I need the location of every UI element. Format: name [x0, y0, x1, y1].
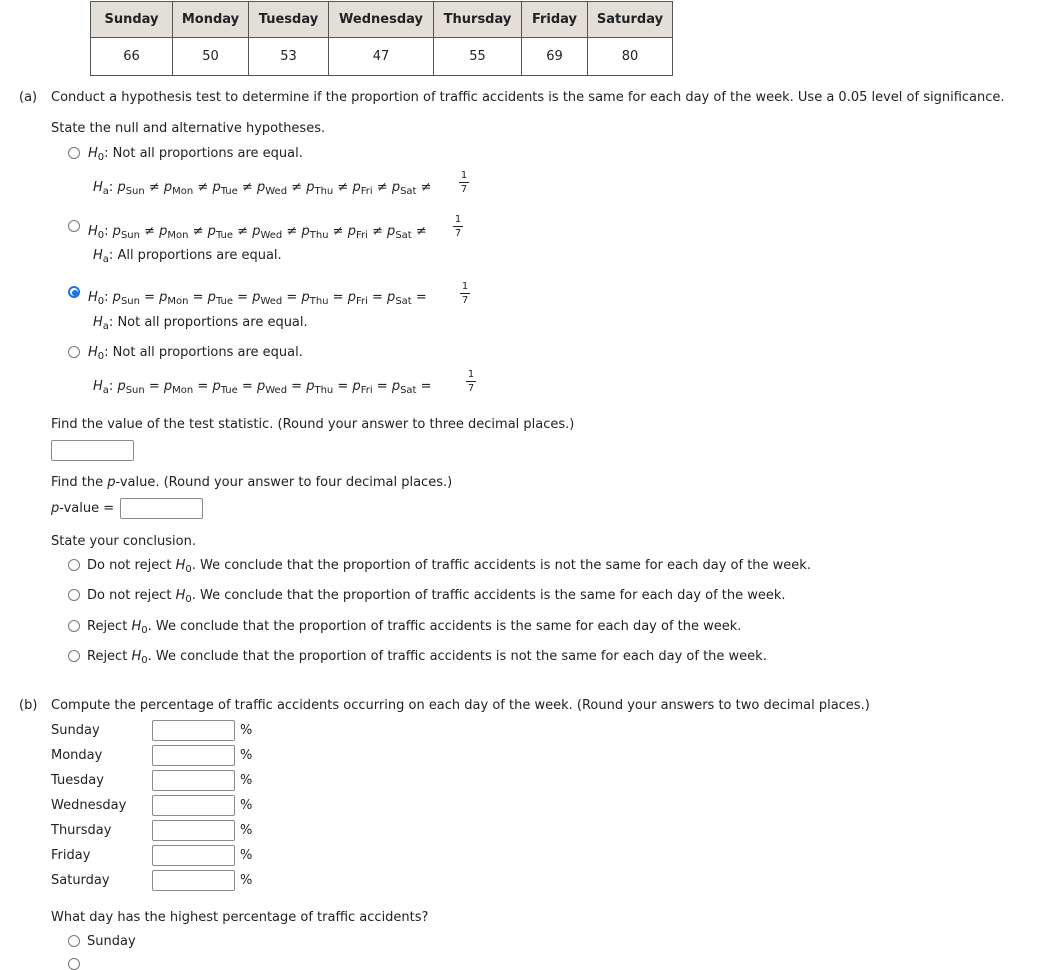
header-thursday: Thursday — [434, 2, 522, 38]
conclusion-prompt: State your conclusion. — [51, 534, 196, 549]
fraction-numerator: 1 — [467, 369, 475, 380]
pvalue-label — [51, 501, 114, 516]
conclusion-1-post: . We conclude that the proportion of traffic accidents is not the same for each day of the week. — [191, 558, 811, 573]
option-4-fraction — [466, 369, 476, 394]
option-1-h0-text: Not all proportions are equal. — [112, 146, 303, 161]
highest-option-sunday-radio[interactable] — [68, 935, 80, 947]
pvalue-label-rest: -value = — [59, 501, 115, 516]
pct-symbol-monday: % — [240, 748, 253, 763]
header-saturday: Saturday — [588, 2, 673, 38]
fraction-numerator: 1 — [460, 170, 468, 181]
highest-option-next-radio[interactable] — [68, 958, 80, 970]
conclusion-option-3-text: Reject $H_0$. We conclude that the proportion of traffic accidents is the same for each day of the week. — [87, 619, 742, 636]
pct-label-wednesday: Wednesday — [51, 798, 127, 813]
pct-symbol-sunday: % — [240, 723, 253, 738]
option-3-h0: $H_0$: $p_{Sun} = p_{Mon} = p_{Tue} = p_{Wed} = p_{Thu} = p_{Fri} = p_{Sat}$ = — [88, 290, 427, 307]
value-wednesday: 47 — [329, 38, 434, 76]
table-values-row — [91, 38, 673, 76]
fraction-denominator: 7 — [461, 295, 469, 306]
pvalue-input[interactable] — [120, 498, 203, 519]
option-2-ha-text: All proportions are equal. — [117, 248, 282, 263]
value-friday: 69 — [522, 38, 588, 76]
value-thursday: 55 — [434, 38, 522, 76]
test-statistic-prompt: Find the value of the test statistic. (Round your answer to three decimal places.) — [51, 417, 575, 432]
pct-input-monday[interactable] — [152, 745, 235, 766]
part-a-label: (a) — [19, 90, 38, 105]
pct-input-wednesday[interactable] — [152, 795, 235, 816]
conclusion-3-pre: Reject — [87, 619, 132, 634]
value-sunday: 66 — [91, 38, 173, 76]
hypothesis-option-3-radio[interactable] — [68, 286, 80, 298]
table-header-row — [91, 2, 673, 38]
pct-input-saturday[interactable] — [152, 870, 235, 891]
fraction-denominator: 7 — [454, 228, 462, 239]
option-1-fraction — [459, 170, 469, 195]
header-tuesday: Tuesday — [249, 2, 329, 38]
option-4-ha: $H_a$: $p_{Sun} = p_{Mon} = p_{Tue} = p_{Wed} = p_{Thu} = p_{Fri} = p_{Sat}$ = — [93, 379, 432, 396]
part-b-question: Compute the percentage of traffic accidents occurring on each day of the week. (Round your answers to two decimal places.) — [51, 698, 870, 713]
header-sunday: Sunday — [91, 2, 173, 38]
pvalue-prompt-post: -value. (Round your answer to four decimal places.) — [115, 475, 453, 490]
option-3-fraction — [460, 281, 470, 306]
conclusion-option-2-radio[interactable] — [68, 589, 80, 601]
fraction-numerator: 1 — [461, 281, 469, 292]
highest-option-sunday-label: Sunday — [87, 934, 136, 949]
value-monday: 50 — [173, 38, 249, 76]
conclusion-1-pre: Do not reject — [87, 558, 176, 573]
pct-symbol-wednesday: % — [240, 798, 253, 813]
conclusion-2-pre: Do not reject — [87, 588, 176, 603]
conclusion-option-3-radio[interactable] — [68, 620, 80, 632]
hypothesis-option-4-radio[interactable] — [68, 346, 80, 358]
header-friday: Friday — [522, 2, 588, 38]
fraction-denominator: 7 — [460, 184, 468, 195]
pct-symbol-tuesday: % — [240, 773, 253, 788]
pct-input-thursday[interactable] — [152, 820, 235, 841]
pct-label-friday: Friday — [51, 848, 91, 863]
pct-symbol-friday: % — [240, 848, 253, 863]
pvalue-prompt — [51, 475, 452, 490]
value-saturday: 80 — [588, 38, 673, 76]
conclusion-4-pre: Reject — [87, 649, 132, 664]
fraction-denominator: 7 — [467, 383, 475, 394]
option-1-h0: $H_0$: Not all proportions are equal. — [88, 146, 303, 163]
pct-input-tuesday[interactable] — [152, 770, 235, 791]
conclusion-option-1-text: Do not reject $H_0$. We conclude that the proportion of traffic accidents is not the same for each day of the week. — [87, 558, 811, 575]
option-2-fraction — [453, 214, 463, 239]
accidents-table — [90, 1, 673, 76]
header-wednesday: Wednesday — [329, 2, 434, 38]
test-statistic-input[interactable] — [51, 440, 134, 461]
conclusion-2-post: . We conclude that the proportion of traffic accidents is the same for each day of the week. — [191, 588, 786, 603]
header-monday: Monday — [173, 2, 249, 38]
part-a-question: Conduct a hypothesis test to determine if the proportion of traffic accidents is the same for each day of the week. Use a 0.05 level of significance. — [51, 90, 1005, 105]
option-4-h0: $H_0$: Not all proportions are equal. — [88, 345, 303, 362]
option-3-ha-text: Not all proportions are equal. — [117, 315, 308, 330]
option-3-ha: $H_a$: Not all proportions are equal. — [93, 315, 308, 332]
option-2-ha: $H_a$: All proportions are equal. — [93, 248, 282, 265]
pct-input-sunday[interactable] — [152, 720, 235, 741]
pct-input-friday[interactable] — [152, 845, 235, 866]
pvalue-prompt-pre: Find the — [51, 475, 108, 490]
value-tuesday: 53 — [249, 38, 329, 76]
option-4-h0-text: Not all proportions are equal. — [112, 345, 303, 360]
part-b-label: (b) — [19, 698, 38, 713]
conclusion-option-1-radio[interactable] — [68, 559, 80, 571]
hypothesis-option-1-radio[interactable] — [68, 147, 80, 159]
hypothesis-option-2-radio[interactable] — [68, 220, 80, 232]
pct-symbol-thursday: % — [240, 823, 253, 838]
pvalue-label-p: p — [51, 501, 60, 516]
conclusion-option-2-text: Do not reject $H_0$. We conclude that the proportion of traffic accidents is the same for each day of the week. — [87, 588, 786, 605]
option-2-h0: $H_0$: $p_{Sun} \ne p_{Mon} \ne p_{Tue} \ne p_{Wed} \ne p_{Thu} \ne p_{Fri} \ne p_{Sat}$ ≠ — [88, 224, 427, 241]
hypotheses-prompt: State the null and alternative hypotheses. — [51, 121, 326, 136]
conclusion-3-post: . We conclude that the proportion of traffic accidents is the same for each day of the week. — [147, 619, 742, 634]
option-1-ha: $H_a$: $p_{Sun} \ne p_{Mon} \ne p_{Tue} \ne p_{Wed} \ne p_{Thu} \ne p_{Fri} \ne p_{Sat}$ ≠ — [93, 180, 432, 197]
pvalue-prompt-p: p — [107, 475, 116, 490]
pct-label-sunday: Sunday — [51, 723, 100, 738]
pct-symbol-saturday: % — [240, 873, 253, 888]
highest-day-prompt: What day has the highest percentage of traffic accidents? — [51, 910, 429, 925]
conclusion-4-post: . We conclude that the proportion of traffic accidents is not the same for each day of the week. — [147, 649, 767, 664]
fraction-numerator: 1 — [454, 214, 462, 225]
pct-label-saturday: Saturday — [51, 873, 110, 888]
pct-label-thursday: Thursday — [51, 823, 112, 838]
conclusion-option-4-text: Reject $H_0$. We conclude that the proportion of traffic accidents is not the same for each day of the week. — [87, 649, 767, 666]
pct-label-monday: Monday — [51, 748, 103, 763]
conclusion-option-4-radio[interactable] — [68, 650, 80, 662]
pct-label-tuesday: Tuesday — [51, 773, 104, 788]
